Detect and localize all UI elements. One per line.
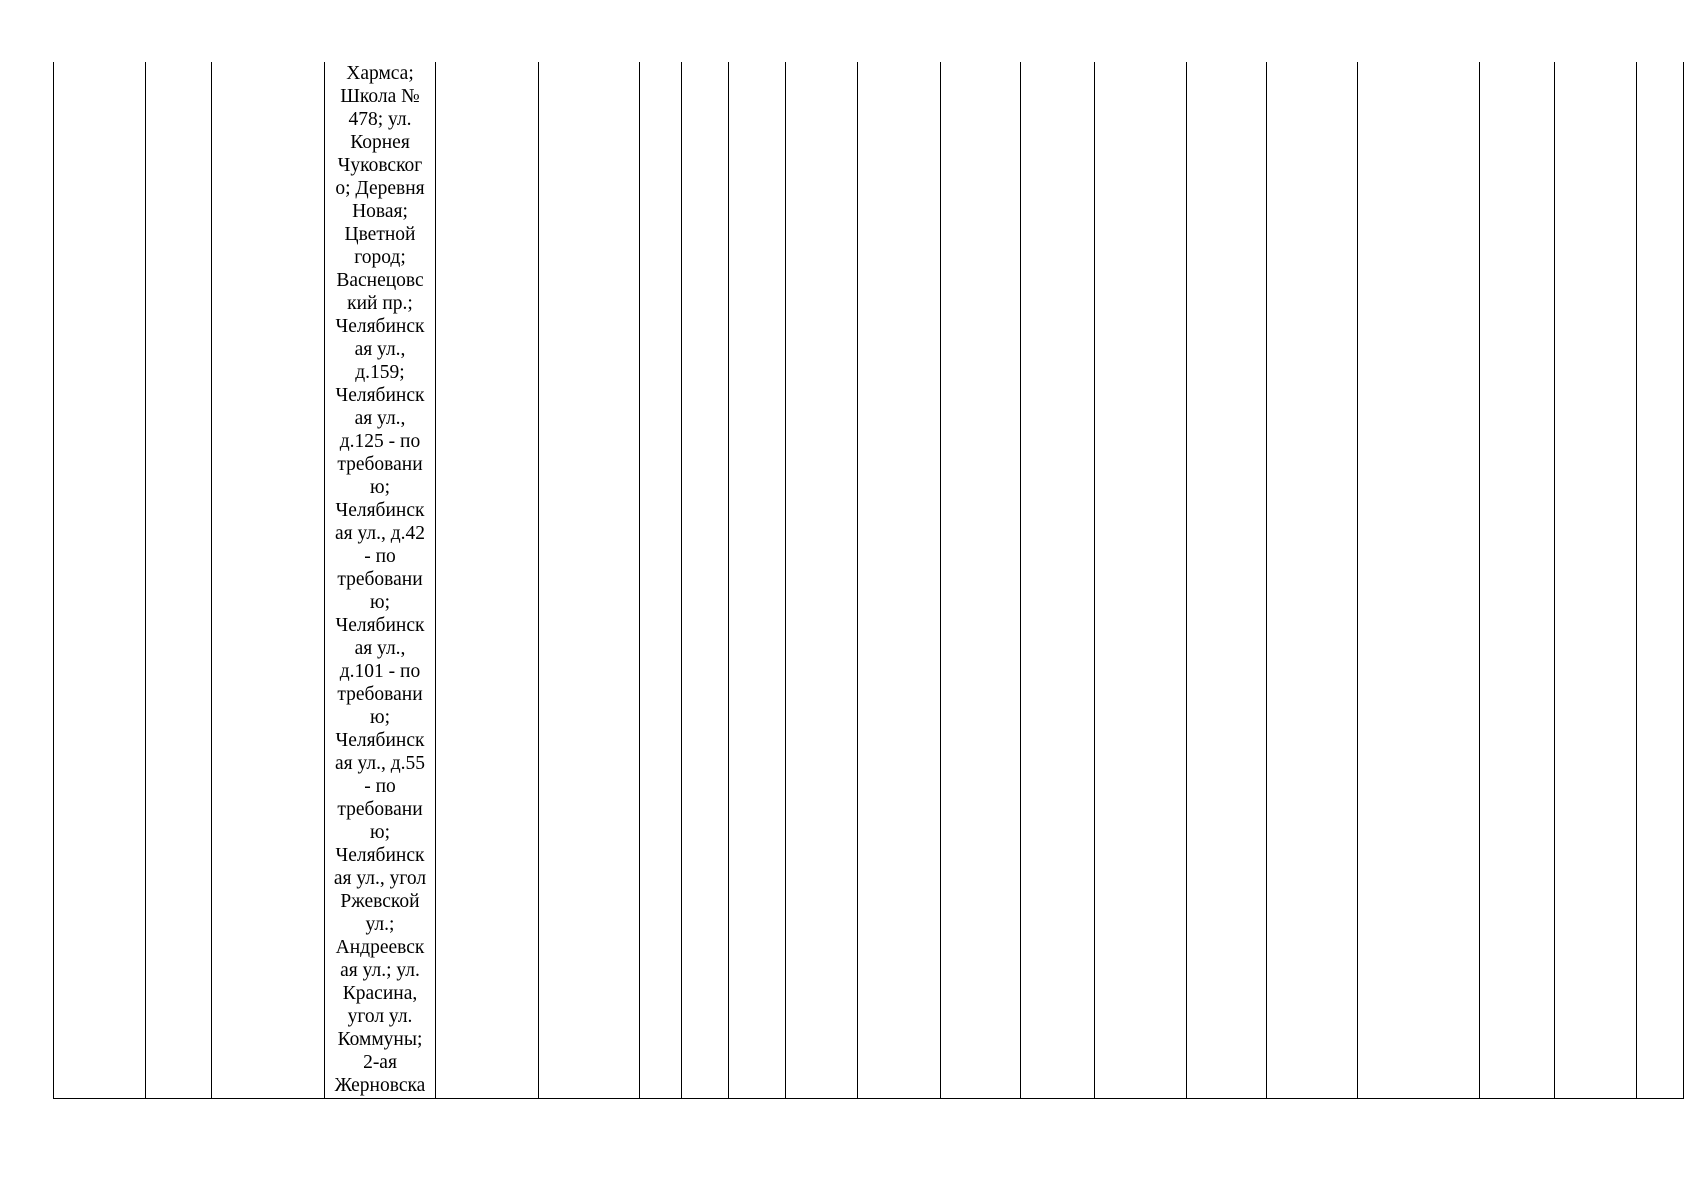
route-stops-line: - по: [364, 776, 396, 797]
route-stops-line: Челябинск: [335, 615, 425, 636]
table-cell: [146, 62, 212, 1099]
table-cell: [1555, 62, 1637, 1099]
route-stops-line: Цветной: [344, 224, 416, 245]
table-cell: [1187, 62, 1267, 1099]
route-stops-line: Жерновска: [334, 1075, 426, 1096]
route-stops-line: Челябинск: [335, 845, 425, 866]
route-stops-line: ая ул., угол: [333, 868, 427, 889]
route-stops-line: 2-ая: [363, 1052, 397, 1073]
route-stops-line: Андреевск: [335, 937, 425, 958]
route-stops-line: ая ул.,: [354, 408, 406, 429]
route-stops-line: ю;: [370, 707, 390, 728]
route-stops-line: требовани: [337, 569, 423, 590]
table-cell: [1480, 62, 1555, 1099]
table-cell: [640, 62, 682, 1099]
route-stops-line: д.101 - по: [339, 661, 421, 682]
route-stops-line: требовани: [337, 454, 423, 475]
route-stops-line: ю;: [370, 592, 390, 613]
table-cell: [212, 62, 325, 1099]
route-stops-line: город;: [354, 247, 406, 268]
route-stops-line: ул.;: [365, 914, 395, 935]
route-stops-line: Васнецовс: [336, 270, 424, 291]
route-stops-line: Корнея: [350, 132, 410, 153]
route-stops-line: ю;: [370, 477, 390, 498]
table-cell: [539, 62, 640, 1099]
route-stops-line: Новая;: [352, 201, 408, 222]
route-stops-line: Чуковског: [337, 155, 423, 176]
route-stops-line: д.159;: [355, 362, 405, 383]
table-cell: [941, 62, 1021, 1099]
table-row: [54, 62, 1684, 1099]
table-cell: [1095, 62, 1187, 1099]
route-stops-line: ая ул., д.55: [334, 753, 426, 774]
route-stops-cell: [325, 62, 436, 1099]
table-cell: [682, 62, 729, 1099]
route-stops-line: Челябинск: [335, 316, 425, 337]
route-stops-line: ю;: [370, 822, 390, 843]
table-cell: [1637, 62, 1684, 1099]
route-stops-line: Школа №: [340, 86, 420, 107]
table-cell: [1267, 62, 1358, 1099]
route-stops-text: [325, 62, 435, 1097]
route-stops-line: Красина,: [342, 983, 418, 1004]
route-stops-line: Хармса;: [346, 63, 414, 84]
data-table: [53, 62, 1684, 1099]
table-cell: [54, 62, 146, 1099]
route-stops-line: - по: [364, 546, 396, 567]
route-stops-line: Челябинск: [335, 730, 425, 751]
route-stops-line: ая ул.,: [354, 339, 406, 360]
table-cell: [1021, 62, 1095, 1099]
route-stops-line: д.125 - по: [339, 431, 421, 452]
route-stops-line: Челябинск: [335, 500, 425, 521]
route-stops-line: Ржевской: [340, 891, 420, 912]
route-stops-line: кий пр.;: [347, 293, 413, 314]
route-stops-line: требовани: [337, 799, 423, 820]
table-cell: [729, 62, 786, 1099]
table-cell: [858, 62, 941, 1099]
route-stops-line: угол ул.: [347, 1006, 413, 1027]
table-cell: [786, 62, 858, 1099]
route-stops-line: ая ул.; ул.: [340, 960, 420, 981]
route-stops-line: ая ул., д.42: [334, 523, 426, 544]
route-stops-line: ая ул.,: [354, 638, 406, 659]
table-cell: [1358, 62, 1480, 1099]
table-cell: [436, 62, 539, 1099]
route-stops-line: Коммуны;: [337, 1029, 423, 1050]
route-stops-line: 478; ул.: [348, 109, 412, 130]
route-stops-line: Челябинск: [335, 385, 425, 406]
route-stops-line: о; Деревня: [335, 178, 425, 199]
route-stops-line: требовани: [337, 684, 423, 705]
